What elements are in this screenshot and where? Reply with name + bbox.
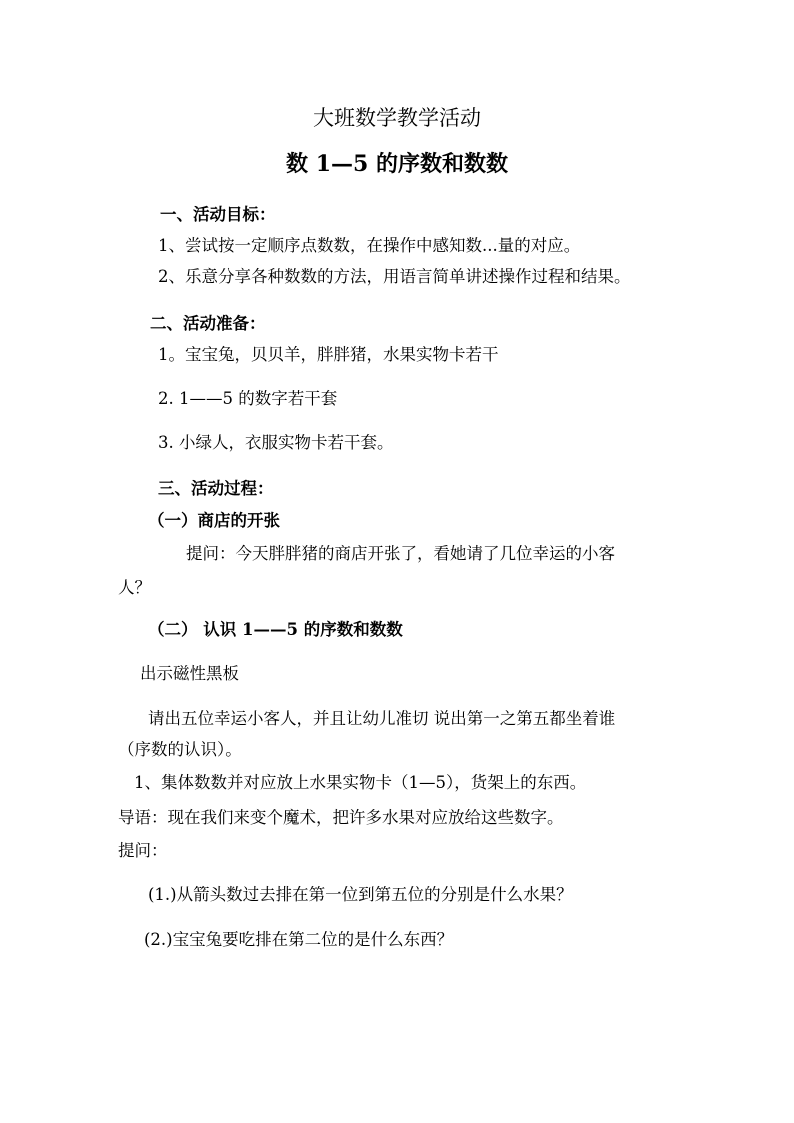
goal-item-2: 2、乐意分享各种数数的方法，用语言简单讲述操作过程和结果。 [158, 267, 631, 286]
part1-heading: （一）商店的开张 [148, 511, 280, 530]
section-heading-prep: 二、活动准备： [150, 314, 266, 333]
prep-item-3: 3. 小绿人，衣服实物卡若干套。 [158, 433, 394, 452]
part2-line-guests-b: （序数的认识）。 [118, 740, 242, 759]
question-2: (2.)宝宝兔要吃排在第二位的是什么东西？ [144, 930, 454, 949]
part2-line-guests-a: 请出五位幸运小客人，并且让幼儿准切 说出第一之第五都坐着谁 [148, 709, 616, 728]
question-1: (1.)从箭头数过去排在第一位到第五位的分别是什么水果？ [148, 885, 573, 904]
document-title: 大班数学教学活动 [313, 106, 481, 130]
part2-line-blackboard: 出示磁性黑板 [140, 664, 239, 683]
goal-item-1: 1、尝试按一定顺序点数数，在操作中感知数...量的对应。 [158, 236, 581, 255]
part2-heading: （二） 认识 1——5 的序数和数数 [148, 620, 403, 639]
section-heading-goals: 一、活动目标： [160, 205, 276, 224]
section-heading-process: 三、活动过程： [158, 479, 274, 498]
part2-line-intro: 导语：现在我们来变个魔术，把许多水果对应放给这些数字。 [118, 808, 564, 827]
prep-item-2: 2. 1——5 的数字若干套 [158, 389, 338, 408]
part1-question-line2: 人？ [118, 578, 151, 597]
part2-line-ask: 提问： [118, 841, 168, 860]
part1-question-line1: 提问：今天胖胖猪的商店开张了，看她请了几位幸运的小客 [186, 544, 615, 563]
part2-line-count: 1、集体数数并对应放上水果实物卡（1—5），货架上的东西。 [134, 773, 587, 792]
prep-item-1: 1。宝宝兔，贝贝羊，胖胖猪，水果实物卡若干 [158, 345, 499, 364]
document-subtitle: 数 1—5 的序数和数数 [286, 151, 508, 177]
